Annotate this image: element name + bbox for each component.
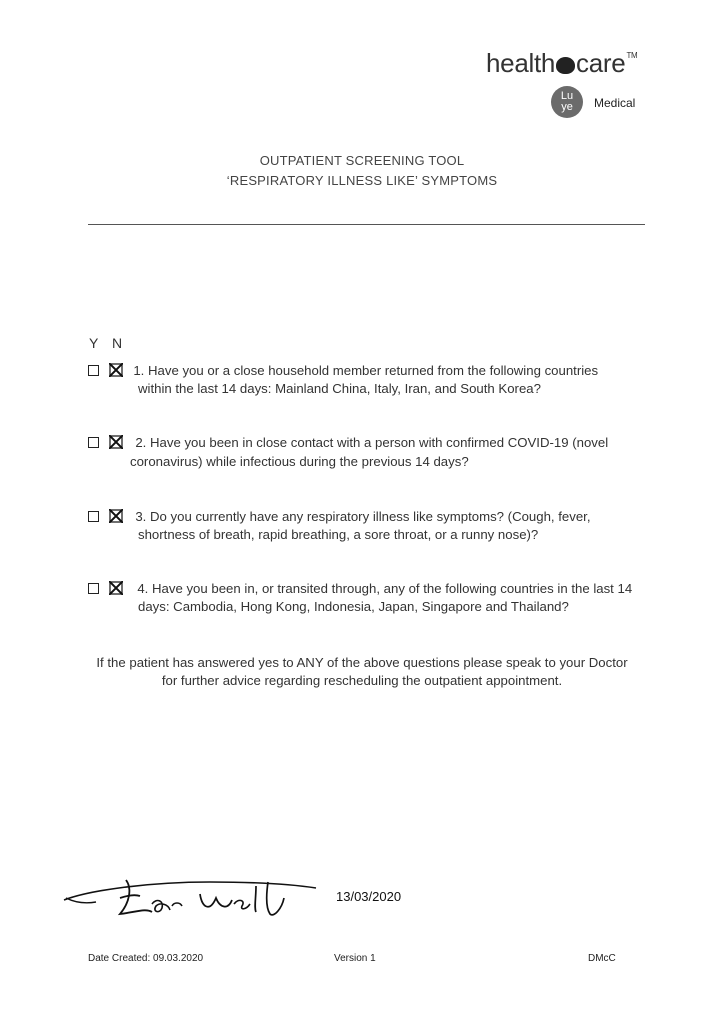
cross-mark-icon: [109, 581, 123, 595]
question-3: [88, 508, 591, 526]
cross-mark-icon: [109, 363, 123, 377]
column-yes-label: Y: [89, 335, 99, 351]
question-1-text: 1. Have you or a close household member returned from the following countries: [133, 363, 599, 378]
instruction-note: If the patient has answered yes to ANY of the above questions please speak to your Doctor: [96, 655, 628, 670]
footer-author: DMcC: [588, 953, 616, 964]
healthecare-logo: [486, 48, 637, 79]
question-1: [88, 362, 598, 380]
logo-subtitle: Medical: [594, 96, 636, 110]
checkbox-no-3-checked[interactable]: [109, 509, 123, 523]
question-2: [88, 434, 608, 452]
luye-badge-icon: [551, 86, 583, 118]
checkbox-yes-4[interactable]: [88, 583, 99, 594]
logo-trademark: TM: [626, 51, 638, 60]
logo-brand-left: health: [486, 48, 556, 78]
handwritten-signature: [60, 868, 322, 928]
checkbox-no-4-checked[interactable]: [109, 581, 123, 595]
checkbox-no-1-checked[interactable]: [109, 363, 123, 377]
document-title: OUTPATIENT SCREENING TOOL: [259, 153, 465, 168]
question-4: [88, 580, 632, 598]
instruction-note-cont: for further advice regarding rescheduling the outpatient appointment.: [161, 673, 563, 688]
badge-line1: Lu: [560, 90, 574, 102]
cross-mark-icon: [109, 509, 123, 523]
document-subtitle: ‘RESPIRATORY ILLNESS LIKE’ SYMPTOMS: [226, 173, 498, 188]
checkbox-yes-2[interactable]: [88, 437, 99, 448]
signature-date: 13/03/2020: [336, 889, 402, 904]
question-4-text-cont: days: Cambodia, Hong Kong, Indonesia, Japan, Singapore and Thailand?: [138, 599, 569, 614]
column-no-label: N: [112, 335, 123, 351]
checkbox-no-2-checked[interactable]: [109, 435, 123, 449]
logo-e-mark-icon: [556, 57, 575, 74]
logo-brand-right: care: [576, 48, 626, 78]
cross-mark-icon: [109, 435, 123, 449]
checkbox-yes-1[interactable]: [88, 365, 99, 376]
question-1-text-cont: within the last 14 days: Mainland China, Italy, Iran, and South Korea?: [138, 381, 541, 396]
checkbox-yes-3[interactable]: [88, 511, 99, 522]
question-2-text-cont: coronavirus) while infectious during the previous 14 days?: [130, 454, 469, 469]
question-3-text: 3. Do you currently have any respiratory illness like symptoms? (Cough, fever,: [135, 509, 591, 524]
footer-date-created: Date Created: 09.03.2020: [88, 953, 204, 964]
question-3-text-cont: shortness of breath, rapid breathing, a sore throat, or a runny nose)?: [138, 527, 539, 542]
question-2-text: 2. Have you been in close contact with a person with confirmed COVID-19 (novel: [135, 435, 609, 450]
badge-line2: ye: [561, 101, 573, 113]
header-divider: [88, 224, 645, 225]
footer-version: Version 1: [334, 953, 376, 964]
question-4-text: 4. Have you been in, or transited through, any of the following countries in the last 14: [137, 581, 633, 596]
